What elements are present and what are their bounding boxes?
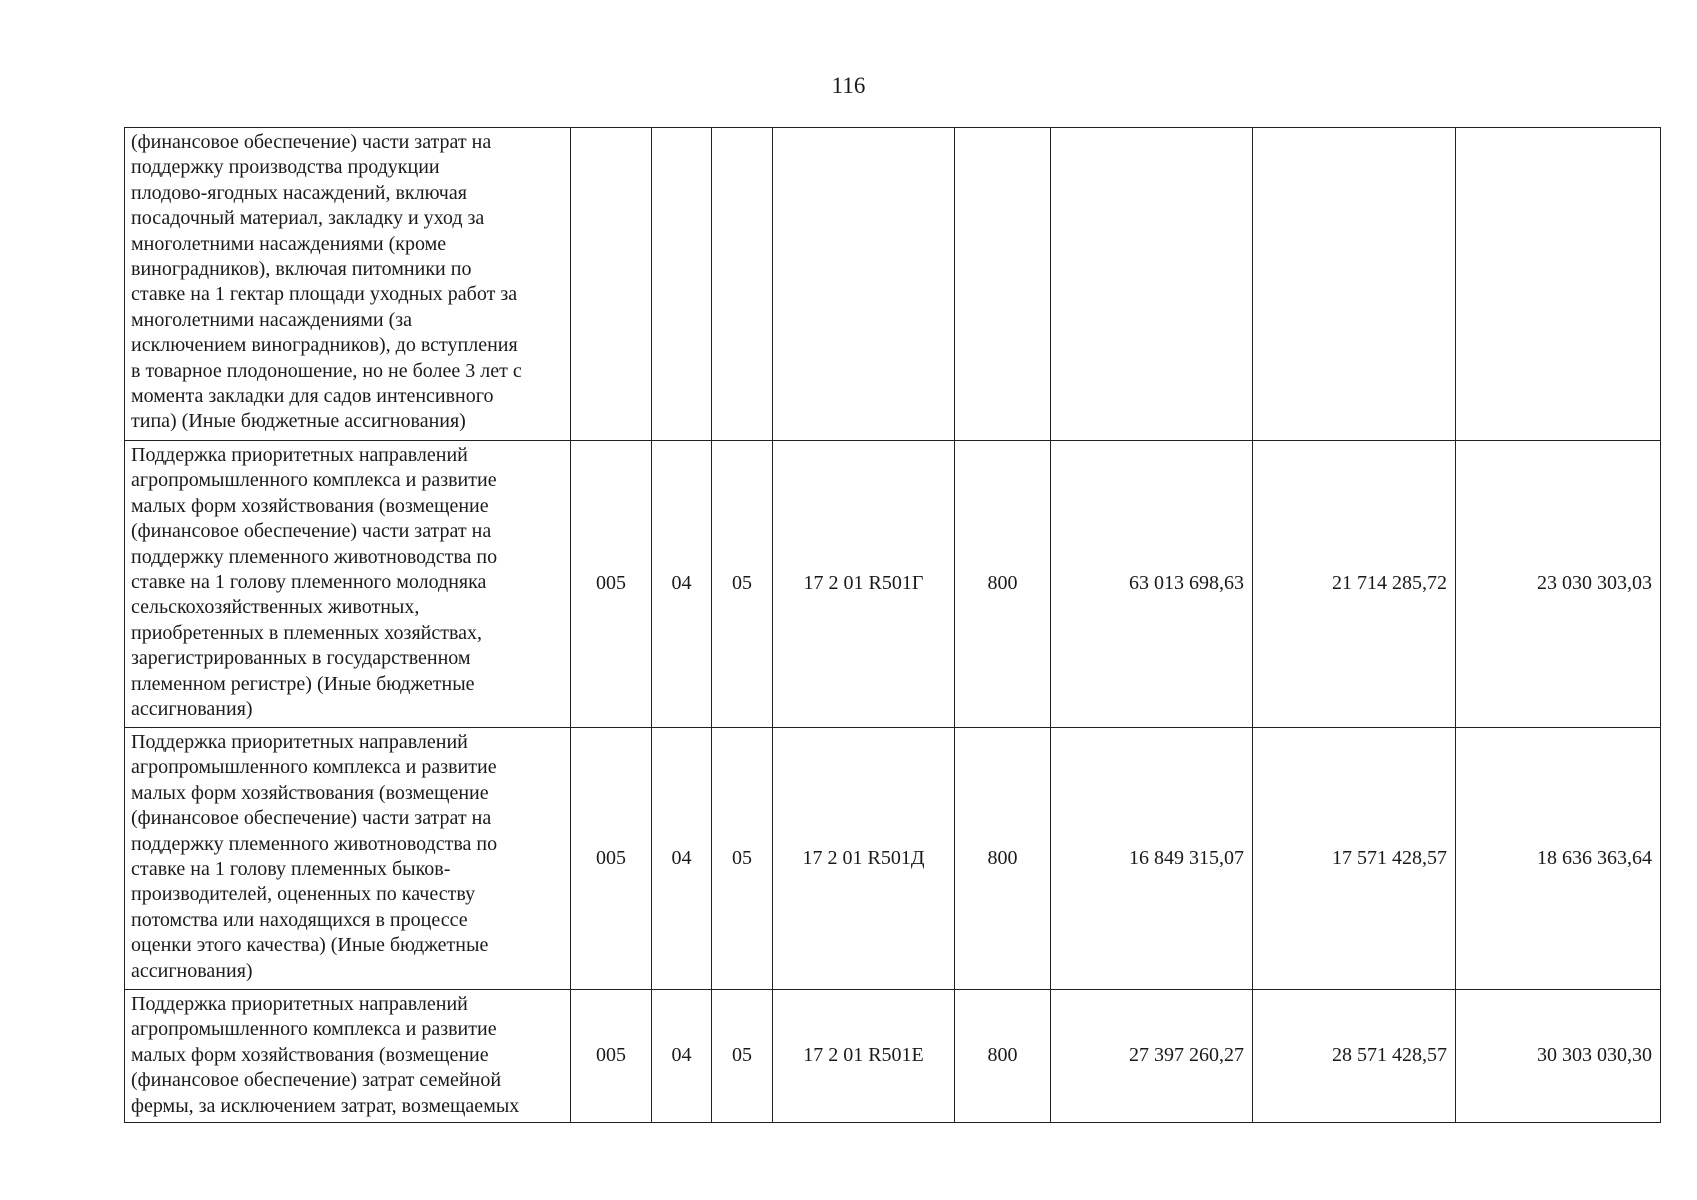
amount-year-3: 30 303 030,30	[1456, 990, 1661, 1123]
ministry-code: 005	[571, 990, 652, 1123]
amount-year-1: 16 849 315,07	[1051, 728, 1253, 990]
amount-year-2: 17 571 428,57	[1253, 728, 1456, 990]
section-code	[652, 128, 712, 441]
ministry-code	[571, 128, 652, 441]
amount-year-1: 27 397 260,27	[1051, 990, 1253, 1123]
amount-year-3: 23 030 303,03	[1456, 441, 1661, 728]
section-code: 04	[652, 728, 712, 990]
section-code: 04	[652, 990, 712, 1123]
subsection-code	[712, 128, 773, 441]
amount-year-2: 21 714 285,72	[1253, 441, 1456, 728]
amount-year-2: 28 571 428,57	[1253, 990, 1456, 1123]
ministry-code: 005	[571, 441, 652, 728]
subsection-code: 05	[712, 441, 773, 728]
target-article-code: 17 2 01 R501Е	[773, 990, 955, 1123]
ministry-code: 005	[571, 728, 652, 990]
table-row	[125, 441, 1661, 728]
section-code: 04	[652, 441, 712, 728]
row-description: Поддержка приоритетных направлений агропромышленного комплекса и развитие малых форм хозяйствования (возмещение (финансовое обеспечение) затрат семейной фермы, за исключением затрат, возмещаемых	[125, 990, 571, 1123]
amount-year-3: 18 636 363,64	[1456, 728, 1661, 990]
amount-year-1	[1051, 128, 1253, 441]
row-description: Поддержка приоритетных направлений агропромышленного комплекса и развитие малых форм хозяйствования (возмещение (финансовое обеспечение) части затрат на поддержку племенного животноводства по ставке на 1 голову племенных быков- производителей, оцененных по качеству потомства или находящихся в процессе оценки этого качества) (Иные бюджетные ассигнования)	[125, 728, 571, 990]
table-row	[125, 128, 1661, 441]
expense-type-code: 800	[955, 728, 1051, 990]
amount-year-2	[1253, 128, 1456, 441]
amount-year-3	[1456, 128, 1661, 441]
budget-table	[124, 127, 1661, 1123]
row-description: Поддержка приоритетных направлений агропромышленного комплекса и развитие малых форм хозяйствования (возмещение (финансовое обеспечение) части затрат на поддержку племенного животноводства по ставке на 1 голову племенного молодняка сельскохозяйственных животных, приобретенных в племенных хозяйствах, зарегистрированных в государственном племенном регистре) (Иные бюджетные ассигнования)	[125, 441, 571, 728]
table-row	[125, 990, 1661, 1123]
table-row	[125, 728, 1661, 990]
expense-type-code: 800	[955, 441, 1051, 728]
target-article-code: 17 2 01 R501Г	[773, 441, 955, 728]
subsection-code: 05	[712, 728, 773, 990]
subsection-code: 05	[712, 990, 773, 1123]
row-description: (финансовое обеспечение) части затрат на поддержку производства продукции плодово-ягодных насаждений, включая посадочный материал, закладку и уход за многолетними насаждениями (кроме виноградников), включая питомники по ставке на 1 гектар площади уходных работ за многолетними насаждениями (за исключением виноградников), до вступления в товарное плодоношение, но не более 3 лет с момента закладки для садов интенсивного типа) (Иные бюджетные ассигнования)	[125, 128, 571, 441]
target-article-code: 17 2 01 R501Д	[773, 728, 955, 990]
expense-type-code: 800	[955, 990, 1051, 1123]
page-number: 116	[831, 73, 866, 98]
expense-type-code	[955, 128, 1051, 441]
amount-year-1: 63 013 698,63	[1051, 441, 1253, 728]
target-article-code	[773, 128, 955, 441]
